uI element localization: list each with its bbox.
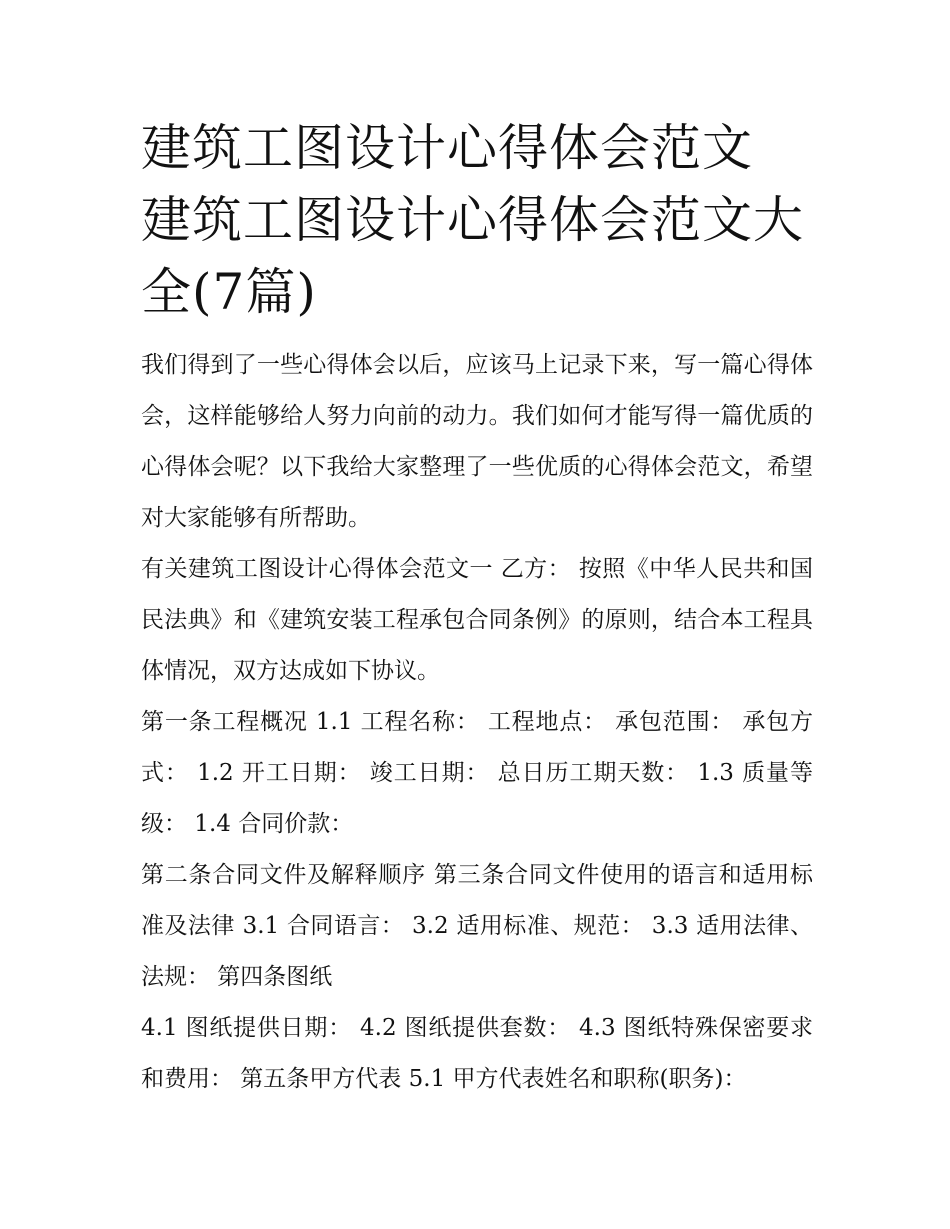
paragraph-agreement: 有关建筑工图设计心得体会范文一 乙方： 按照《中华人民共和国民法典》和《建筑安装工程承包合同条例》的原则，结合本工程具体情况，双方达成如下协议。 [141,556,813,684]
document-body [141,340,813,1105]
document-title: 建筑工图设计心得体会范文 建筑工图设计心得体会范文大全(7篇) [141,119,804,321]
paragraph-article-4-5: 4.1 图纸提供日期： 4.2 图纸提供套数： 4.3 图纸特殊保密要求和费用： 第五条甲方代表 5.1 甲方代表姓名和职称(职务)： [141,1015,813,1092]
paragraph-article-1: 第一条工程概况 1.1 工程名称： 工程地点： 承包范围： 承包方式： 1.2 开工日期： 竣工日期： 总日历工期天数： 1.3 质量等级： 1.4 合同价款： [141,709,813,837]
paragraph-intro: 我们得到了一些心得体会以后，应该马上记录下来，写一篇心得体会，这样能够给人努力向前的动力。我们如何才能写得一篇优质的心得体会呢？以下我给大家整理了一些优质的心得体会范文，希望对大家能够有所帮助。 [141,352,813,531]
document-page [141,112,813,1105]
paragraph-article-2-4: 第二条合同文件及解释顺序 第三条合同文件使用的语言和适用标准及法律 3.1 合同语言： 3.2 适用标准、规范： 3.3 适用法律、法规： 第四条图纸 [141,862,813,990]
